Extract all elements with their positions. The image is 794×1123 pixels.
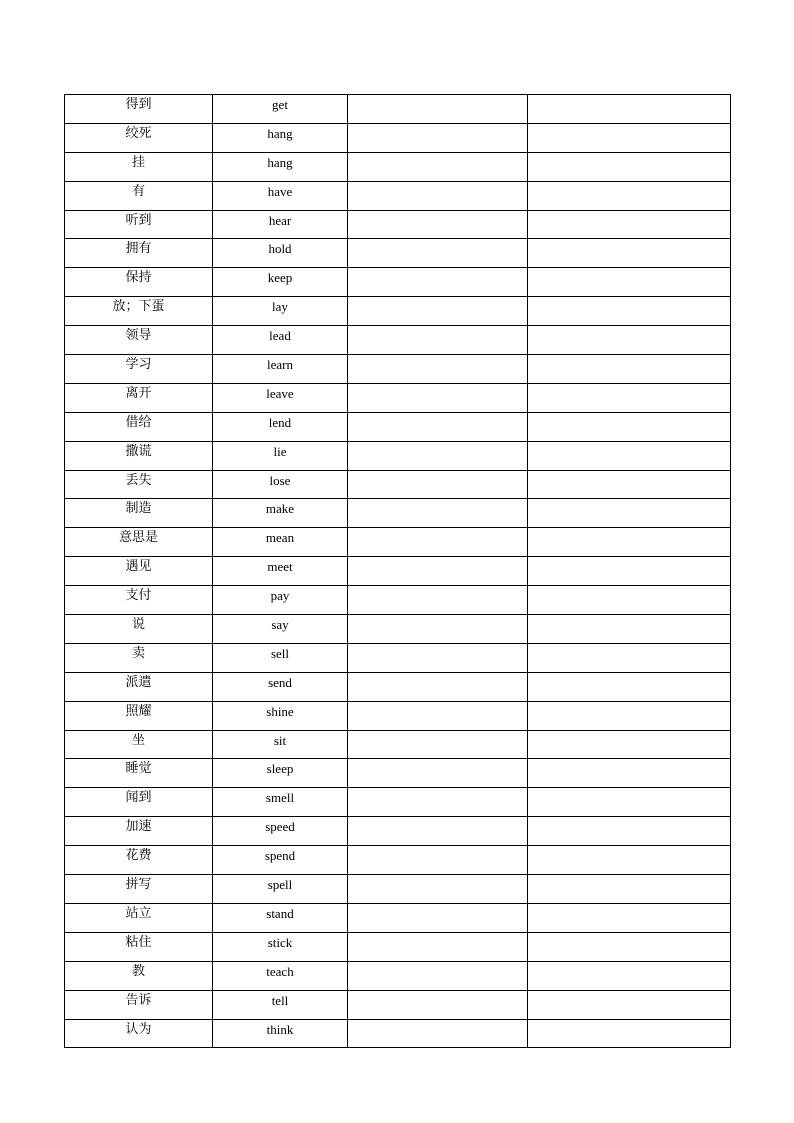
table-row xyxy=(65,528,731,557)
chinese-meaning-cell: 保持 xyxy=(65,268,213,297)
english-verb-cell: hang xyxy=(213,123,348,152)
blank-answer-cell-past-tense xyxy=(348,1019,528,1048)
table-row xyxy=(65,326,731,355)
chinese-meaning-cell: 放；下蛋 xyxy=(65,297,213,326)
blank-answer-cell-past-participle xyxy=(528,875,731,904)
blank-answer-cell-past-tense xyxy=(348,730,528,759)
blank-answer-cell-past-participle xyxy=(528,1019,731,1048)
table-row xyxy=(65,672,731,701)
english-verb-cell: keep xyxy=(213,268,348,297)
english-verb-cell: lie xyxy=(213,441,348,470)
table-row xyxy=(65,470,731,499)
table-row xyxy=(65,210,731,239)
table-row xyxy=(65,123,731,152)
blank-answer-cell-past-tense xyxy=(348,875,528,904)
blank-answer-cell-past-tense xyxy=(348,152,528,181)
table-row xyxy=(65,875,731,904)
blank-answer-cell-past-participle xyxy=(528,990,731,1019)
chinese-meaning-cell: 告诉 xyxy=(65,990,213,1019)
blank-answer-cell-past-participle xyxy=(528,95,731,124)
blank-answer-cell-past-tense xyxy=(348,239,528,268)
blank-answer-cell-past-participle xyxy=(528,383,731,412)
blank-answer-cell-past-tense xyxy=(348,643,528,672)
chinese-meaning-cell: 制造 xyxy=(65,499,213,528)
english-verb-cell: think xyxy=(213,1019,348,1048)
vocabulary-table xyxy=(64,94,731,1048)
blank-answer-cell-past-participle xyxy=(528,846,731,875)
blank-answer-cell-past-tense xyxy=(348,297,528,326)
english-verb-cell: speed xyxy=(213,817,348,846)
chinese-meaning-cell: 支付 xyxy=(65,586,213,615)
chinese-meaning-cell: 站立 xyxy=(65,903,213,932)
chinese-meaning-cell: 派遣 xyxy=(65,672,213,701)
table-row xyxy=(65,383,731,412)
table-row xyxy=(65,730,731,759)
blank-answer-cell-past-participle xyxy=(528,759,731,788)
english-verb-cell: smell xyxy=(213,788,348,817)
table-row xyxy=(65,181,731,210)
table-row xyxy=(65,788,731,817)
english-verb-cell: stick xyxy=(213,932,348,961)
blank-answer-cell-past-tense xyxy=(348,932,528,961)
table-row xyxy=(65,412,731,441)
blank-answer-cell-past-participle xyxy=(528,123,731,152)
blank-answer-cell-past-tense xyxy=(348,961,528,990)
blank-answer-cell-past-participle xyxy=(528,268,731,297)
blank-answer-cell-past-participle xyxy=(528,903,731,932)
chinese-meaning-cell: 说 xyxy=(65,615,213,644)
english-verb-cell: teach xyxy=(213,961,348,990)
chinese-meaning-cell: 意思是 xyxy=(65,528,213,557)
chinese-meaning-cell: 领导 xyxy=(65,326,213,355)
english-verb-cell: hang xyxy=(213,152,348,181)
blank-answer-cell-past-participle xyxy=(528,326,731,355)
english-verb-cell: lead xyxy=(213,326,348,355)
english-verb-cell: send xyxy=(213,672,348,701)
english-verb-cell: sit xyxy=(213,730,348,759)
chinese-meaning-cell: 借给 xyxy=(65,412,213,441)
blank-answer-cell-past-tense xyxy=(348,95,528,124)
english-verb-cell: tell xyxy=(213,990,348,1019)
blank-answer-cell-past-participle xyxy=(528,528,731,557)
english-verb-cell: stand xyxy=(213,903,348,932)
table-row xyxy=(65,152,731,181)
english-verb-cell: lose xyxy=(213,470,348,499)
english-verb-cell: pay xyxy=(213,586,348,615)
chinese-meaning-cell: 丢失 xyxy=(65,470,213,499)
chinese-meaning-cell: 拥有 xyxy=(65,239,213,268)
chinese-meaning-cell: 遇见 xyxy=(65,557,213,586)
chinese-meaning-cell: 拼写 xyxy=(65,875,213,904)
english-verb-cell: make xyxy=(213,499,348,528)
table-row xyxy=(65,297,731,326)
table-row xyxy=(65,557,731,586)
table-row xyxy=(65,817,731,846)
chinese-meaning-cell: 闻到 xyxy=(65,788,213,817)
blank-answer-cell-past-tense xyxy=(348,181,528,210)
blank-answer-cell-past-participle xyxy=(528,152,731,181)
blank-answer-cell-past-tense xyxy=(348,383,528,412)
chinese-meaning-cell: 加速 xyxy=(65,817,213,846)
table-row xyxy=(65,643,731,672)
blank-answer-cell-past-participle xyxy=(528,932,731,961)
english-verb-cell: learn xyxy=(213,355,348,384)
blank-answer-cell-past-tense xyxy=(348,701,528,730)
chinese-meaning-cell: 有 xyxy=(65,181,213,210)
table-row xyxy=(65,355,731,384)
english-verb-cell: sleep xyxy=(213,759,348,788)
blank-answer-cell-past-tense xyxy=(348,123,528,152)
blank-answer-cell-past-participle xyxy=(528,181,731,210)
blank-answer-cell-past-participle xyxy=(528,788,731,817)
english-verb-cell: mean xyxy=(213,528,348,557)
blank-answer-cell-past-participle xyxy=(528,412,731,441)
blank-answer-cell-past-tense xyxy=(348,846,528,875)
english-verb-cell: hear xyxy=(213,210,348,239)
chinese-meaning-cell: 学习 xyxy=(65,355,213,384)
english-verb-cell: lend xyxy=(213,412,348,441)
chinese-meaning-cell: 卖 xyxy=(65,643,213,672)
blank-answer-cell-past-participle xyxy=(528,355,731,384)
chinese-meaning-cell: 绞死 xyxy=(65,123,213,152)
blank-answer-cell-past-participle xyxy=(528,499,731,528)
table-row xyxy=(65,759,731,788)
blank-answer-cell-past-participle xyxy=(528,672,731,701)
blank-answer-cell-past-participle xyxy=(528,470,731,499)
blank-answer-cell-past-tense xyxy=(348,672,528,701)
table-row xyxy=(65,239,731,268)
chinese-meaning-cell: 睡觉 xyxy=(65,759,213,788)
blank-answer-cell-past-participle xyxy=(528,701,731,730)
english-verb-cell: spell xyxy=(213,875,348,904)
table-row xyxy=(65,990,731,1019)
blank-answer-cell-past-participle xyxy=(528,615,731,644)
blank-answer-cell-past-participle xyxy=(528,210,731,239)
chinese-meaning-cell: 得到 xyxy=(65,95,213,124)
blank-answer-cell-past-tense xyxy=(348,528,528,557)
table-row xyxy=(65,932,731,961)
english-verb-cell: shine xyxy=(213,701,348,730)
english-verb-cell: meet xyxy=(213,557,348,586)
english-verb-cell: leave xyxy=(213,383,348,412)
blank-answer-cell-past-participle xyxy=(528,557,731,586)
table-row xyxy=(65,615,731,644)
table-row xyxy=(65,903,731,932)
chinese-meaning-cell: 离开 xyxy=(65,383,213,412)
blank-answer-cell-past-participle xyxy=(528,817,731,846)
chinese-meaning-cell: 挂 xyxy=(65,152,213,181)
blank-answer-cell-past-tense xyxy=(348,268,528,297)
table-row xyxy=(65,268,731,297)
blank-answer-cell-past-participle xyxy=(528,297,731,326)
blank-answer-cell-past-participle xyxy=(528,239,731,268)
chinese-meaning-cell: 认为 xyxy=(65,1019,213,1048)
chinese-meaning-cell: 听到 xyxy=(65,210,213,239)
table-row xyxy=(65,961,731,990)
english-verb-cell: get xyxy=(213,95,348,124)
blank-answer-cell-past-participle xyxy=(528,586,731,615)
blank-answer-cell-past-participle xyxy=(528,961,731,990)
blank-answer-cell-past-tense xyxy=(348,817,528,846)
table-row xyxy=(65,1019,731,1048)
blank-answer-cell-past-participle xyxy=(528,643,731,672)
blank-answer-cell-past-participle xyxy=(528,441,731,470)
table-row xyxy=(65,499,731,528)
chinese-meaning-cell: 教 xyxy=(65,961,213,990)
table-row xyxy=(65,701,731,730)
blank-answer-cell-past-tense xyxy=(348,210,528,239)
blank-answer-cell-past-tense xyxy=(348,355,528,384)
english-verb-cell: have xyxy=(213,181,348,210)
blank-answer-cell-past-tense xyxy=(348,441,528,470)
table-row xyxy=(65,846,731,875)
english-verb-cell: lay xyxy=(213,297,348,326)
blank-answer-cell-past-participle xyxy=(528,730,731,759)
table-row xyxy=(65,95,731,124)
english-verb-cell: say xyxy=(213,615,348,644)
blank-answer-cell-past-tense xyxy=(348,615,528,644)
blank-answer-cell-past-tense xyxy=(348,990,528,1019)
chinese-meaning-cell: 照耀 xyxy=(65,701,213,730)
blank-answer-cell-past-tense xyxy=(348,499,528,528)
english-verb-cell: sell xyxy=(213,643,348,672)
table-row xyxy=(65,586,731,615)
blank-answer-cell-past-tense xyxy=(348,788,528,817)
blank-answer-cell-past-tense xyxy=(348,586,528,615)
blank-answer-cell-past-tense xyxy=(348,326,528,355)
chinese-meaning-cell: 粘住 xyxy=(65,932,213,961)
chinese-meaning-cell: 撒谎 xyxy=(65,441,213,470)
blank-answer-cell-past-tense xyxy=(348,412,528,441)
blank-answer-cell-past-tense xyxy=(348,470,528,499)
chinese-meaning-cell: 坐 xyxy=(65,730,213,759)
blank-answer-cell-past-tense xyxy=(348,759,528,788)
table-row xyxy=(65,441,731,470)
english-verb-cell: hold xyxy=(213,239,348,268)
english-verb-cell: spend xyxy=(213,846,348,875)
blank-answer-cell-past-tense xyxy=(348,903,528,932)
vocabulary-table-body xyxy=(65,95,731,1048)
blank-answer-cell-past-tense xyxy=(348,557,528,586)
chinese-meaning-cell: 花费 xyxy=(65,846,213,875)
